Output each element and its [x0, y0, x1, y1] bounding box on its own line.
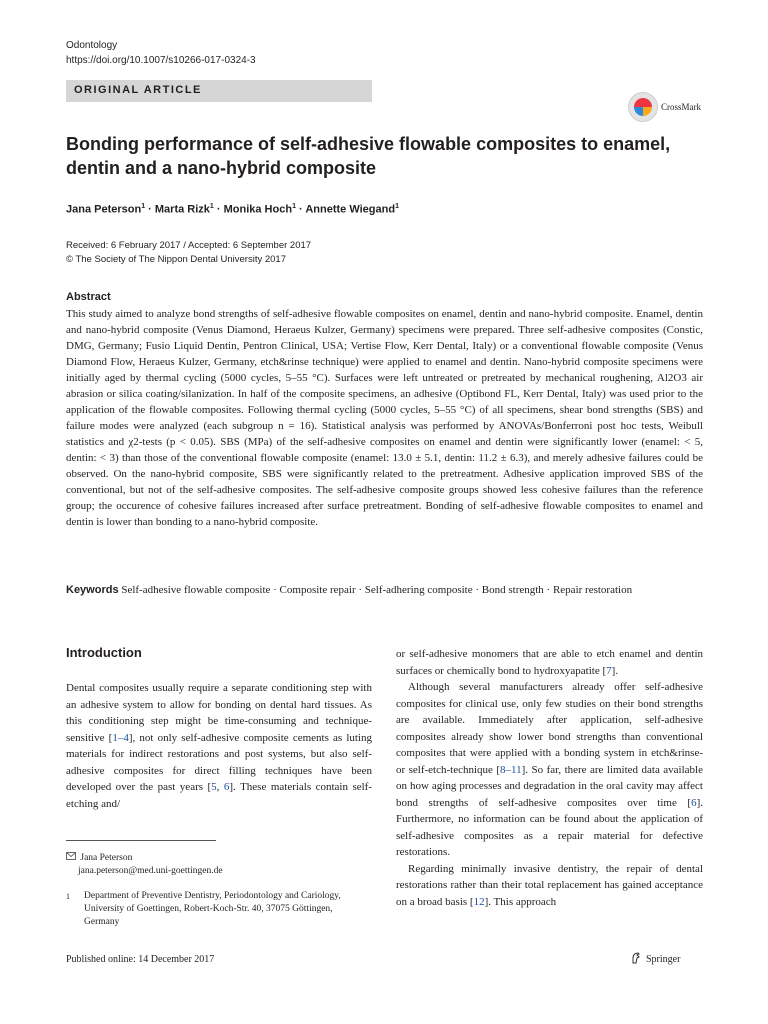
text-run: ]. These materials contain self-etching and/	[66, 781, 373, 810]
keywords	[66, 582, 703, 598]
author-name[interactable]: Marta Rizk	[154, 203, 210, 216]
citation-link[interactable]: 12	[473, 895, 485, 908]
text-run: ]. This approach	[484, 895, 557, 908]
journal-name: Odontology	[66, 40, 118, 51]
keywords-list: Self-adhesive flowable composite · Composite repair · Self-adhering composite · Bond strength · Repair restoration	[121, 584, 633, 596]
author-separator: ·	[213, 203, 224, 216]
author-list	[66, 203, 399, 216]
springer-horse-icon	[630, 952, 642, 967]
envelope-icon	[66, 852, 78, 865]
introduction-heading: Introduction	[66, 645, 142, 660]
text-run: ]. Furthermore, no information can be found about the application of self-adhesive composites as a repair material for defective restorations.	[396, 796, 703, 858]
author-separator: ·	[145, 203, 155, 216]
body-column-left	[66, 680, 372, 812]
text-run: Although several manufacturers already offer self-adhesive composites for clinical use, only few studies on their bond strengths are available. Immediately after application, self-adhesive composites already show lower bond strengths than conventional composites that were applied with a bonding system in etch&rinse- or self-etch-technique [	[396, 681, 703, 776]
correspondence-footnote	[66, 852, 223, 878]
author-affiliation: 1	[292, 203, 296, 210]
paragraph	[66, 680, 372, 812]
citation-link[interactable]: 7	[606, 664, 612, 677]
text-run: ,	[216, 781, 224, 793]
paragraph	[396, 646, 703, 679]
author-separator: ·	[295, 203, 306, 216]
author-affiliation: 1	[395, 203, 399, 210]
corresponding-author-name: Jana Peterson	[80, 853, 133, 863]
text-run: or self-adhesive monomers that are able to etch enamel and dentin surfaces or chemically bond to hydroxyapatite [	[396, 648, 703, 677]
affiliation-text: Department of Preventive Dentistry, Periodontology and Cariology, University of Goettingen, Robert-Koch-Str. 40, 37075 Göttingen, Germany	[84, 891, 341, 927]
crossmark-icon	[628, 92, 658, 122]
text-run: ].	[611, 664, 619, 677]
copyright-notice: © The Society of The Nippon Dental University 2017	[66, 254, 286, 265]
citation-link[interactable]: 6	[691, 796, 697, 809]
text-run: ]. So far, there are limited data available on how aging processes and degradation in the oral cavity may affect bond strengths of self-adhesive composites over time [	[396, 763, 703, 809]
paragraph	[396, 679, 703, 861]
author-affiliation: 1	[141, 203, 146, 210]
article-type-label: ORIGINAL ARTICLE	[74, 84, 202, 96]
crossmark-label: CrossMark	[661, 102, 701, 112]
received-accepted-dates: Received: 6 February 2017 / Accepted: 6 September 2017	[66, 240, 312, 251]
affiliation-footnote	[66, 890, 366, 929]
citation-link[interactable]: 6	[223, 781, 230, 793]
author-affiliation: 1	[209, 203, 214, 210]
published-online-date: Published online: 14 December 2017	[66, 954, 215, 965]
paragraph	[396, 861, 703, 911]
affiliation-number: 1	[66, 892, 70, 901]
citation-link[interactable]: 1–4	[112, 731, 129, 744]
citation-link[interactable]: 5	[211, 781, 217, 793]
abstract-text: This study aimed to analyze bond strengths of self-adhesive flowable composites on enamel, dentin and nano-hybrid composite. Enamel, dentin and nano-hybrid composite (Venus Diamond, Heraeus Kulzer, Germany) specimens were prepared. Three self-adhesive composites (Constic, DMG, Germany; Fusio Liquid Dentin, Pentron Clinical, USA; Vertise Flow, Kerr Dental, Italy) or a conventional flowable composite (Venus Diamond Flow, Heraeus Kulzer, Germany, etch&rinse technique) were applied to enamel and dentin. Nano-hybrid composite specimens were initially aged by thermal cycling (5000 cycles, 5–55 °C). Surfaces were left untreated or pretreated by mechanical roughening, Al2O3 air abrasion or silica coating/silanization. In half of the composite specimens, an adhesive (Optibond FL, Kerr Dental, Italy) was used prior to the application of the flowable composites. Following thermal cycling (5000 cycles, 5–55 °C) of all specimens, shear bond strengths (SBS) and failure modes were analyzed (each subgroup n = 16). Statistical analysis was performed by ANOVAs/Bonferroni post hoc tests, Weibull statistics and χ2-tests (p < 0.05). SBS (MPa) of the self-adhesive composites on enamel and dentin were significantly lower (enamel: < 5, dentin: < 3) than those of the conventional flowable composite (enamel: 13.0 ± 5.1, dentin: 11.2 ± 6.3), and merely adhesive failures could be observed. On the nano-hybrid composite, SBS were significantly related to the pretreatment. Adhesive application improved SBS of the conventional, but not of the self-adhesive composites. The self-adhesive composite groups showed less cohesive failures than the reference group; the occurence of cohesive failures increased after surface pretreatment. Bonding of self-adhesive flowable composites to enamel and dentin is lower than bonding to a nano-hybrid composite.	[66, 308, 703, 528]
author-name[interactable]: Jana Peterson	[66, 203, 142, 216]
body-column-right	[396, 646, 703, 910]
text-run: Dental composites usually require a separate conditioning step with an adhesive system to allow for bonding on dental hard tissues. As this conditioning step might be time-consuming and technique-sensitive [	[66, 682, 372, 744]
keywords-label: Keywords	[66, 584, 119, 596]
crossmark-badge[interactable]	[628, 92, 701, 122]
text-run: ], not only self-adhesive composite cements as luting materials for indirect restorations and post systems, but also self-adhesive composites for direct filling techniques have been developed over the past years [	[66, 731, 372, 793]
text-run: Regarding minimally invasive dentistry, the repair of dental restorations rather than their total replacement has gained acceptance on a broad basis [	[396, 862, 703, 908]
citation-link[interactable]: 8–11	[500, 763, 522, 776]
article-title: Bonding performance of self-adhesive flowable composites to enamel, dentin and a nano-hybrid composite	[66, 134, 671, 178]
corresponding-author-email[interactable]: jana.peterson@med.uni-goettingen.de	[78, 866, 223, 876]
footnote-divider	[66, 840, 216, 841]
author-name[interactable]: Monika Hoch	[223, 203, 293, 216]
abstract-heading: Abstract	[66, 291, 111, 303]
publisher-logo[interactable]	[630, 952, 680, 967]
author-name[interactable]: Annette Wiegand	[305, 203, 396, 216]
doi-link[interactable]: https://doi.org/10.1007/s10266-017-0324-3	[66, 55, 256, 66]
publisher-name: Springer	[646, 954, 681, 965]
